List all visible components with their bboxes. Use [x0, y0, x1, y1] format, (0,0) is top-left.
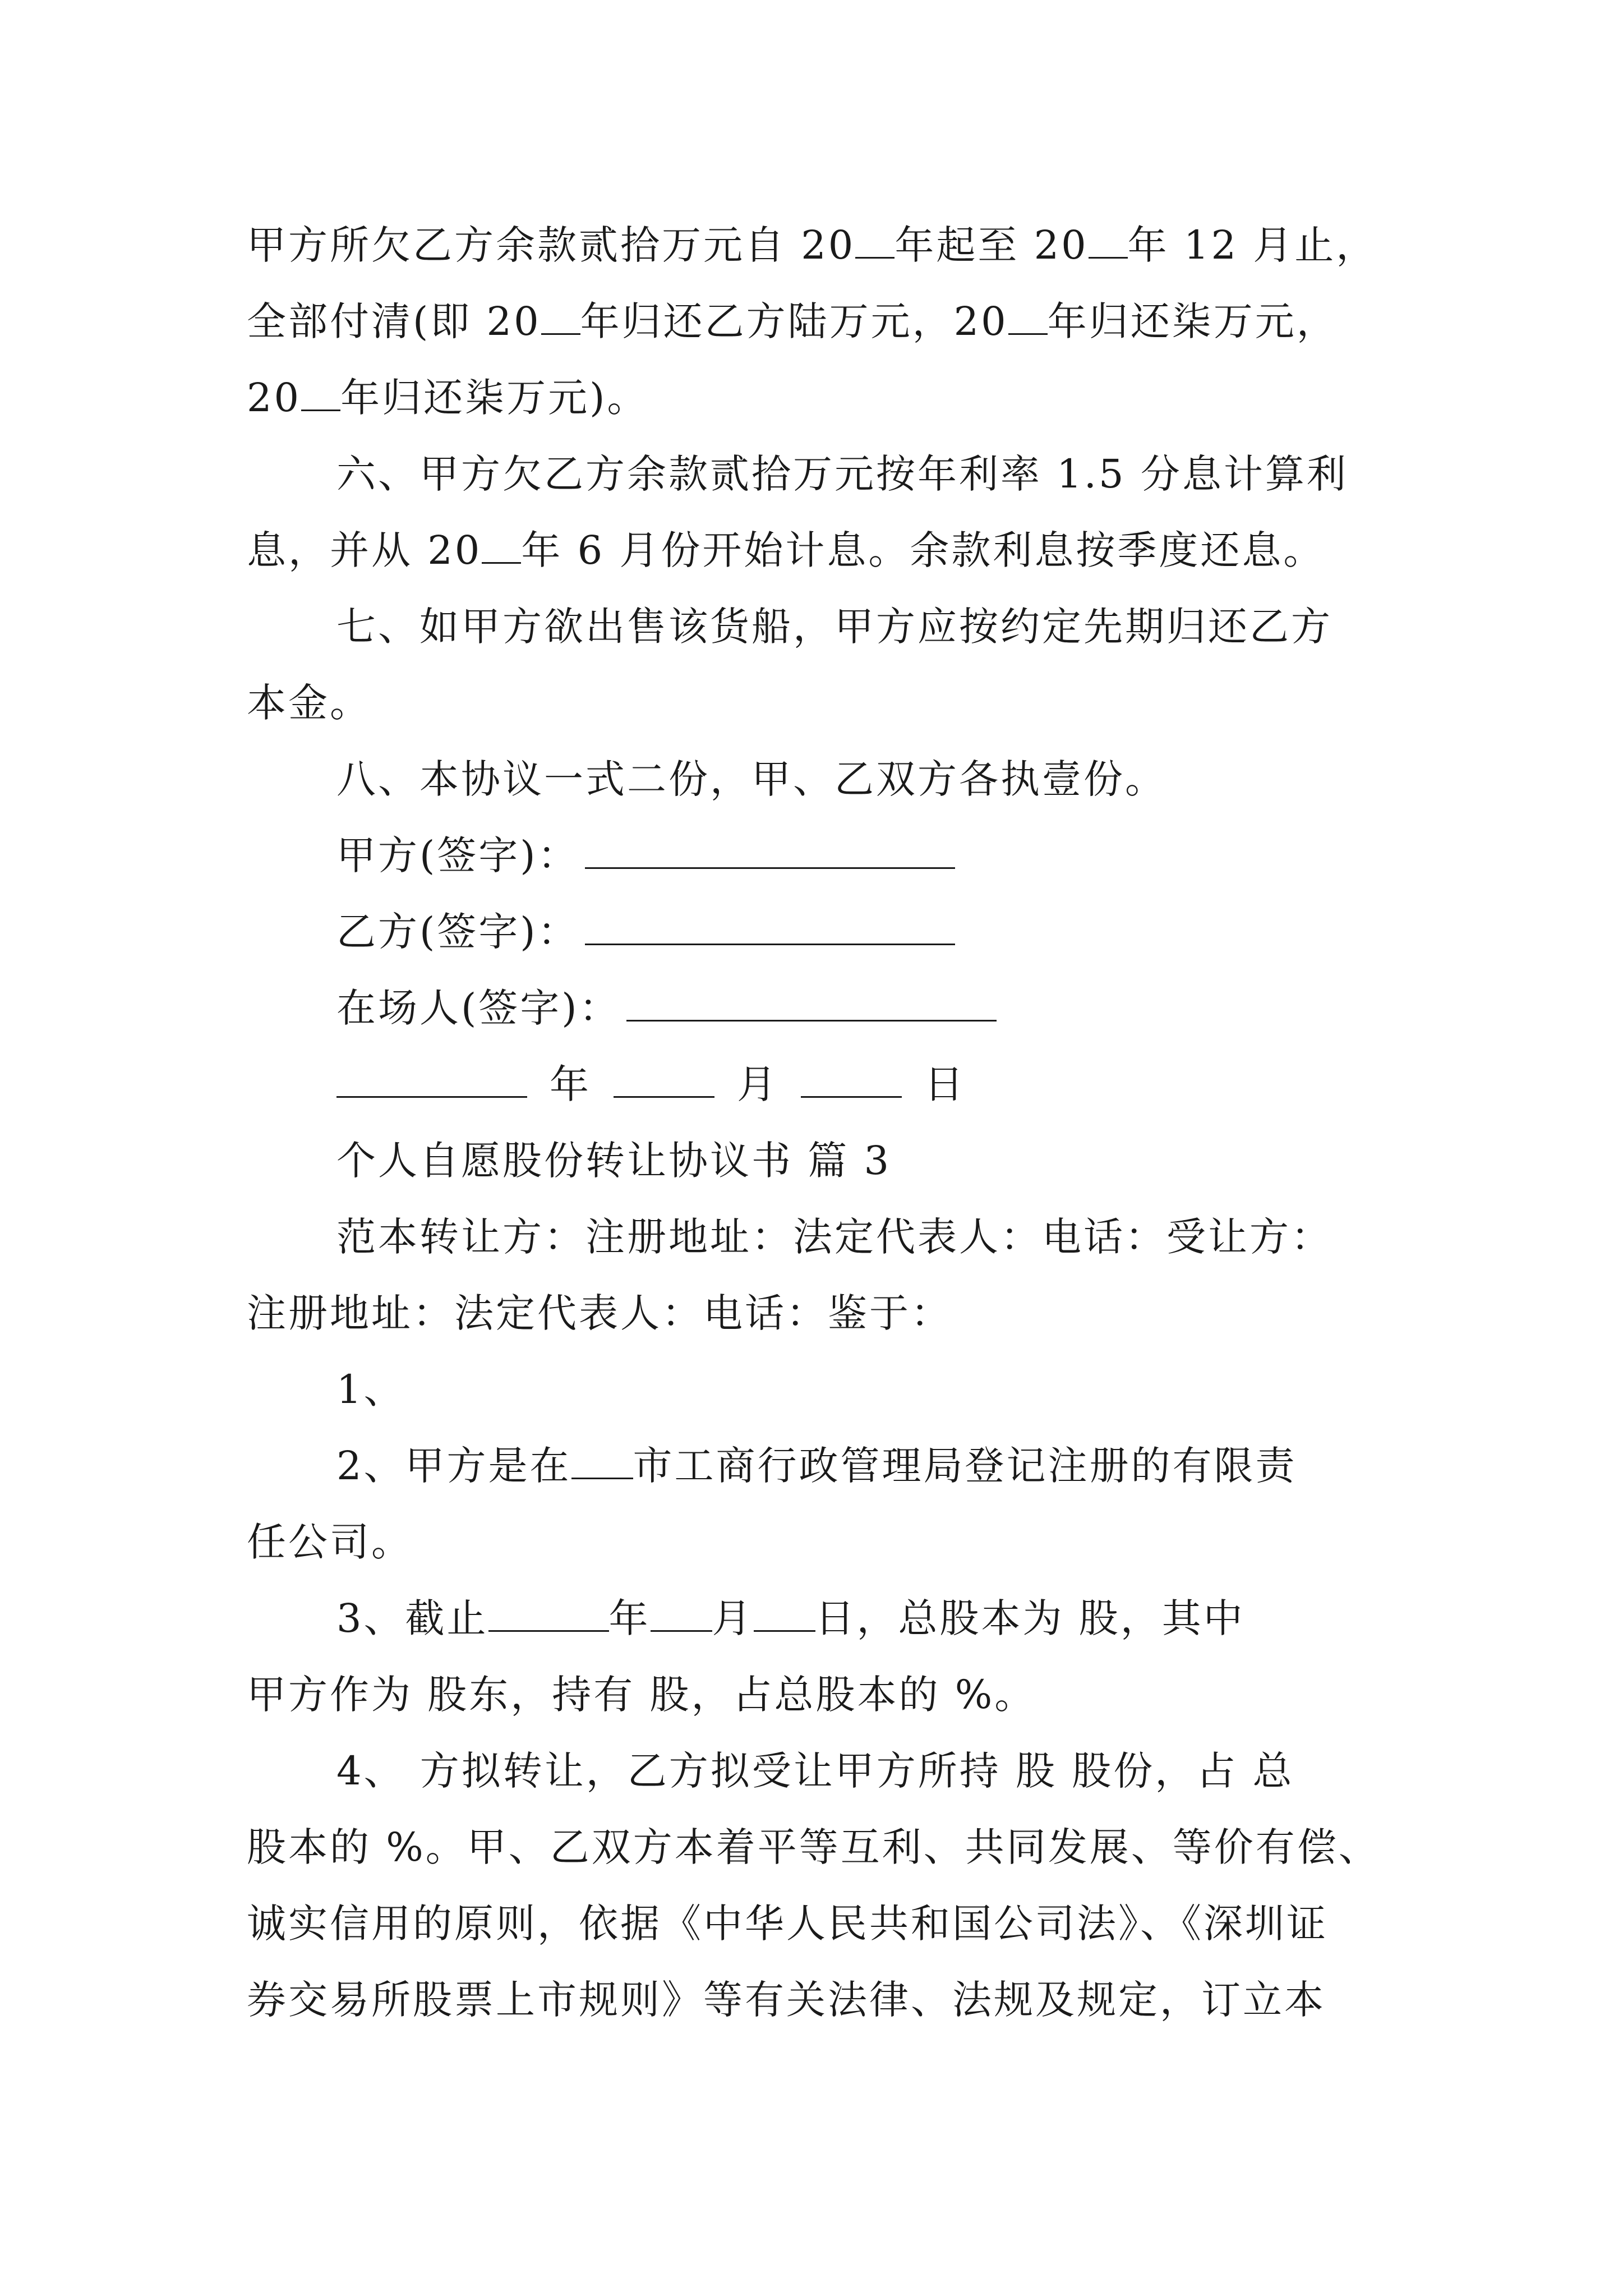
month-blank [614, 1062, 714, 1098]
text-line: 八、本协议一式二份，甲、乙双方各执壹份。 [336, 756, 1166, 802]
text-line: 注册地址：法定代表人：电话：鉴于： [247, 1290, 952, 1336]
year-blank [336, 1062, 527, 1098]
text-line: 3、截止 年 月 日，总股本为 股，其中 [336, 1595, 1245, 1641]
text-line: 2、甲方是在 市工商行政管理局登记注册的有限责 [336, 1443, 1297, 1489]
blank-field [754, 1596, 815, 1632]
blank-field [1089, 223, 1128, 259]
signature-blank [585, 910, 955, 945]
text-line: 股本的 %。甲、乙双方本着平等互利、共同发展、等价有偿、 [247, 1824, 1380, 1870]
blank-field [651, 1596, 712, 1632]
blank-field [488, 1596, 609, 1632]
date-line: 年 月 日 [336, 1059, 966, 1110]
text-line: 券交易所股票上市规则》等有关法律、法规及规定，订立本 [247, 1977, 1326, 2023]
signature-party-b: 乙方(签字)： [336, 907, 955, 957]
blank-field [541, 300, 580, 335]
blank-field [482, 528, 521, 564]
text-line: 1、 [336, 1366, 405, 1412]
blank-field [571, 1444, 633, 1479]
text-line: 七、如甲方欲出售该货船，甲方应按约定先期归还乙方 [336, 604, 1332, 650]
text-line: 甲方作为 股东，持有 股，占总股本的 %。 [247, 1672, 1036, 1718]
text-line: 任公司。 [247, 1519, 413, 1565]
text-line: 全部付清(即 20 年归还乙方陆万元，20 年归还柒万元， [247, 298, 1338, 344]
signature-witness: 在场人(签字)： [336, 983, 997, 1033]
text-line: 4、 方拟转让，乙方拟受让甲方所持 股 股份，占 总 [336, 1748, 1294, 1794]
signature-blank [585, 834, 955, 869]
text-line: 本金。 [247, 680, 371, 726]
text-line: 甲方所欠乙方余款贰拾万元自 20 年起至 20 年 12 月止， [247, 222, 1378, 268]
text-line: 息，并从 20 年 6 月份开始计息。余款利息按季度还息。 [247, 527, 1325, 573]
section-title: 个人自愿股份转让协议书 篇 3 [336, 1138, 892, 1184]
text-line: 六、甲方欠乙方余款贰拾万元按年利率 1.5 分息计算利 [336, 451, 1348, 497]
text-line: 20 年归还柒万元)。 [247, 375, 649, 421]
blank-field [301, 376, 340, 411]
signature-party-a: 甲方(签字)： [336, 830, 955, 881]
text-line: 诚实信用的原则，依据《中华人民共和国公司法》、《深圳证 [247, 1901, 1328, 1947]
text-line: 范本转让方：注册地址：法定代表人：电话：受让方： [336, 1214, 1332, 1260]
day-blank [801, 1062, 902, 1098]
blank-field [855, 223, 895, 259]
blank-field [1008, 300, 1048, 335]
signature-blank [626, 986, 997, 1022]
